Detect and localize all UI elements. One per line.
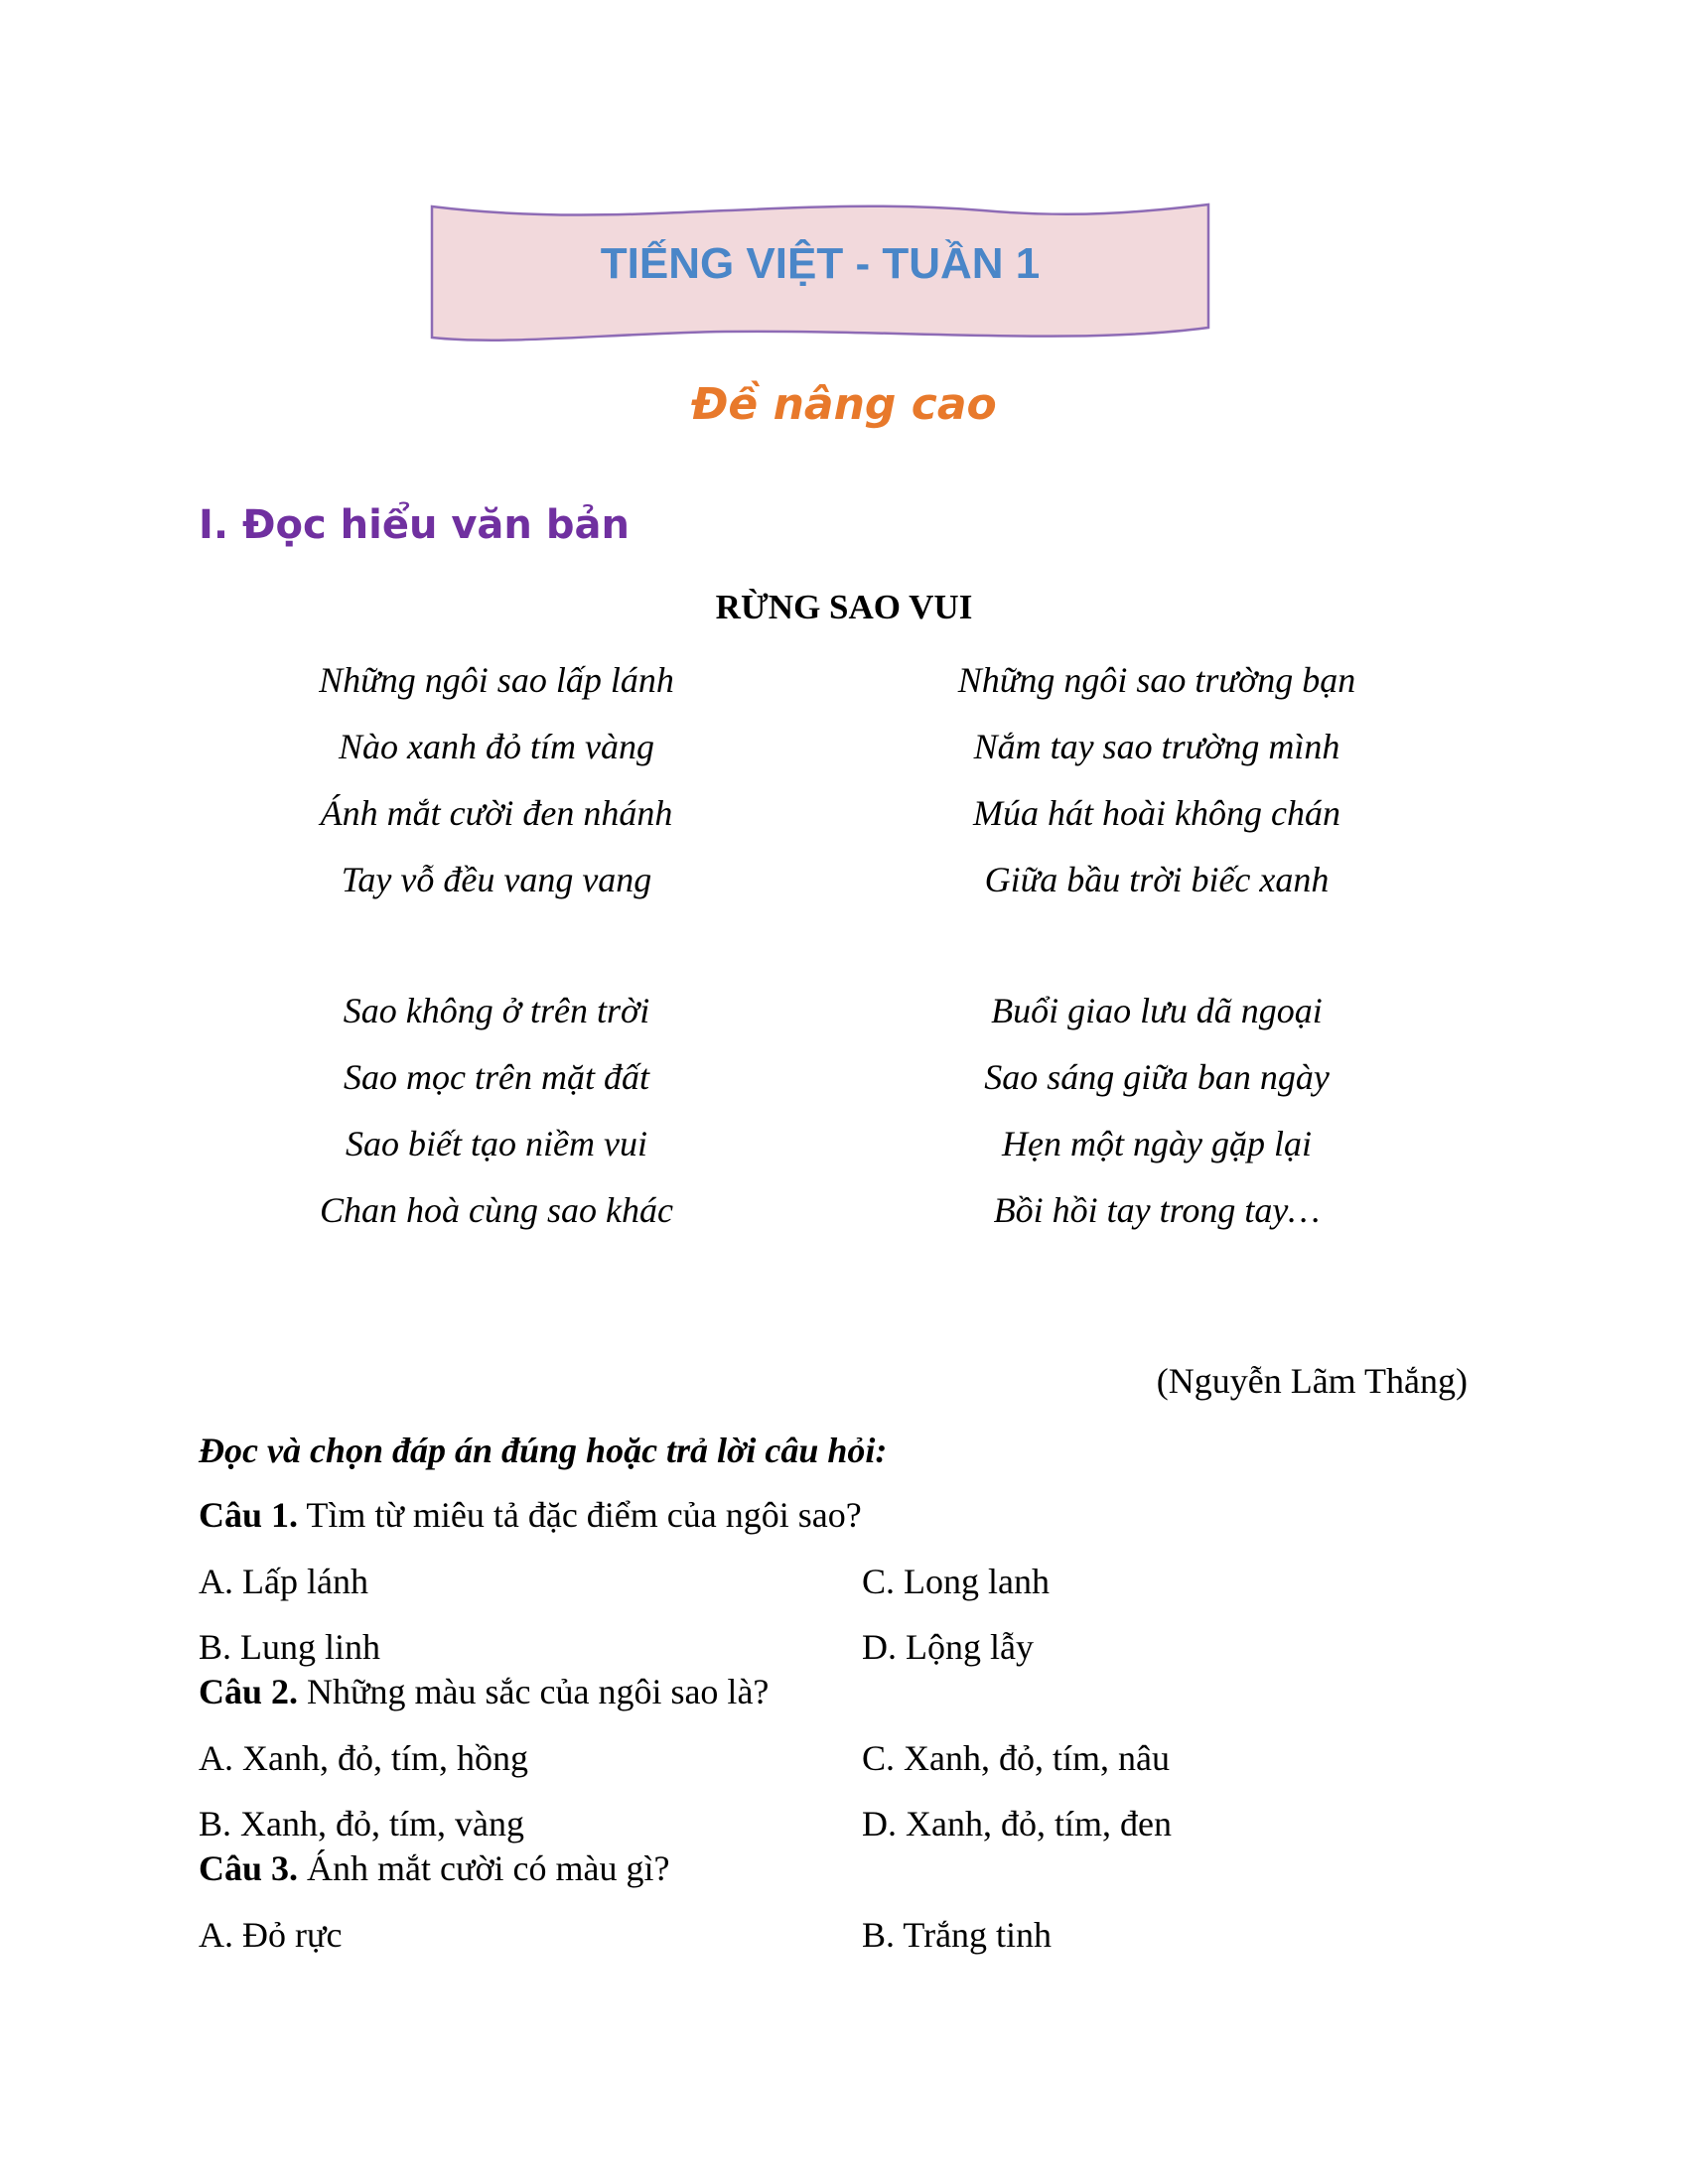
answer-option: C. Long lanh — [862, 1562, 1050, 1601]
poem-line: Bồi hồi tay trong tay… — [993, 1190, 1321, 1230]
poem-line: Nắm tay sao trường mình — [973, 727, 1340, 766]
answer-option: B. Trắng tinh — [862, 1915, 1053, 1955]
question-number: Câu 1. — [199, 1495, 299, 1535]
poem-line: Sao sáng giữa ban ngày — [984, 1057, 1330, 1097]
title-banner — [427, 201, 1213, 345]
question-number: Câu 3. — [199, 1848, 299, 1888]
question-3 — [199, 1847, 669, 1889]
answer-option: B. Lung linh — [199, 1627, 381, 1667]
answer-option: D. Xanh, đỏ, tím, đen — [862, 1804, 1172, 1843]
section-heading: I. Đọc hiểu văn bản — [199, 502, 630, 548]
instruction-text: Đọc và chọn đáp án đúng hoặc trả lời câu hỏi: — [199, 1431, 888, 1470]
poem-stanza — [218, 647, 774, 913]
poem-line: Sao biết tạo niềm vui — [346, 1124, 647, 1163]
question-text: Những màu sắc của ngôi sao là? — [298, 1672, 770, 1711]
poem-line: Tay vỗ đều vang vang — [341, 860, 652, 899]
poem-line: Sao không ở trên trời — [343, 991, 650, 1030]
question-text: Ánh mắt cười có màu gì? — [298, 1848, 670, 1888]
poem-line: Chan hoà cùng sao khác — [320, 1190, 673, 1230]
poem-line: Ánh mắt cười đen nhánh — [320, 793, 673, 833]
worksheet-subtitle: Đề nâng cao — [691, 379, 997, 430]
poem-line: Hẹn một ngày gặp lại — [1002, 1124, 1312, 1163]
poem-author: (Nguyễn Lãm Thắng) — [1156, 1361, 1468, 1401]
poem-stanza — [879, 647, 1435, 913]
poem-line: Múa hát hoài không chán — [973, 793, 1340, 833]
question-text: Tìm từ miêu tả đặc điểm của ngôi sao? — [298, 1495, 862, 1535]
poem-stanza — [879, 978, 1435, 1244]
poem-title: RỪNG SAO VUI — [715, 588, 973, 626]
question-number: Câu 2. — [199, 1672, 299, 1711]
worksheet-title: TIẾNG VIỆT - TUẦN 1 — [600, 239, 1041, 288]
answer-option: D. Lộng lẫy — [862, 1627, 1034, 1667]
poem-line: Nào xanh đỏ tím vàng — [339, 727, 654, 766]
poem-line: Buổi giao lưu dã ngoại — [991, 991, 1323, 1030]
question-2 — [199, 1671, 769, 1712]
answer-option: A. Xanh, đỏ, tím, hồng — [199, 1738, 528, 1778]
answer-option: A. Đỏ rực — [199, 1915, 343, 1955]
answer-option: A. Lấp lánh — [199, 1562, 368, 1601]
poem-line: Giữa bầu trời biếc xanh — [984, 860, 1330, 899]
poem-stanza — [218, 978, 774, 1244]
answer-option: B. Xanh, đỏ, tím, vàng — [199, 1804, 524, 1843]
question-1 — [199, 1494, 862, 1536]
poem-line: Sao mọc trên mặt đất — [344, 1057, 649, 1097]
answer-option: C. Xanh, đỏ, tím, nâu — [862, 1738, 1170, 1778]
poem-line: Những ngôi sao trường bạn — [957, 660, 1356, 700]
poem-line: Những ngôi sao lấp lánh — [319, 660, 674, 700]
